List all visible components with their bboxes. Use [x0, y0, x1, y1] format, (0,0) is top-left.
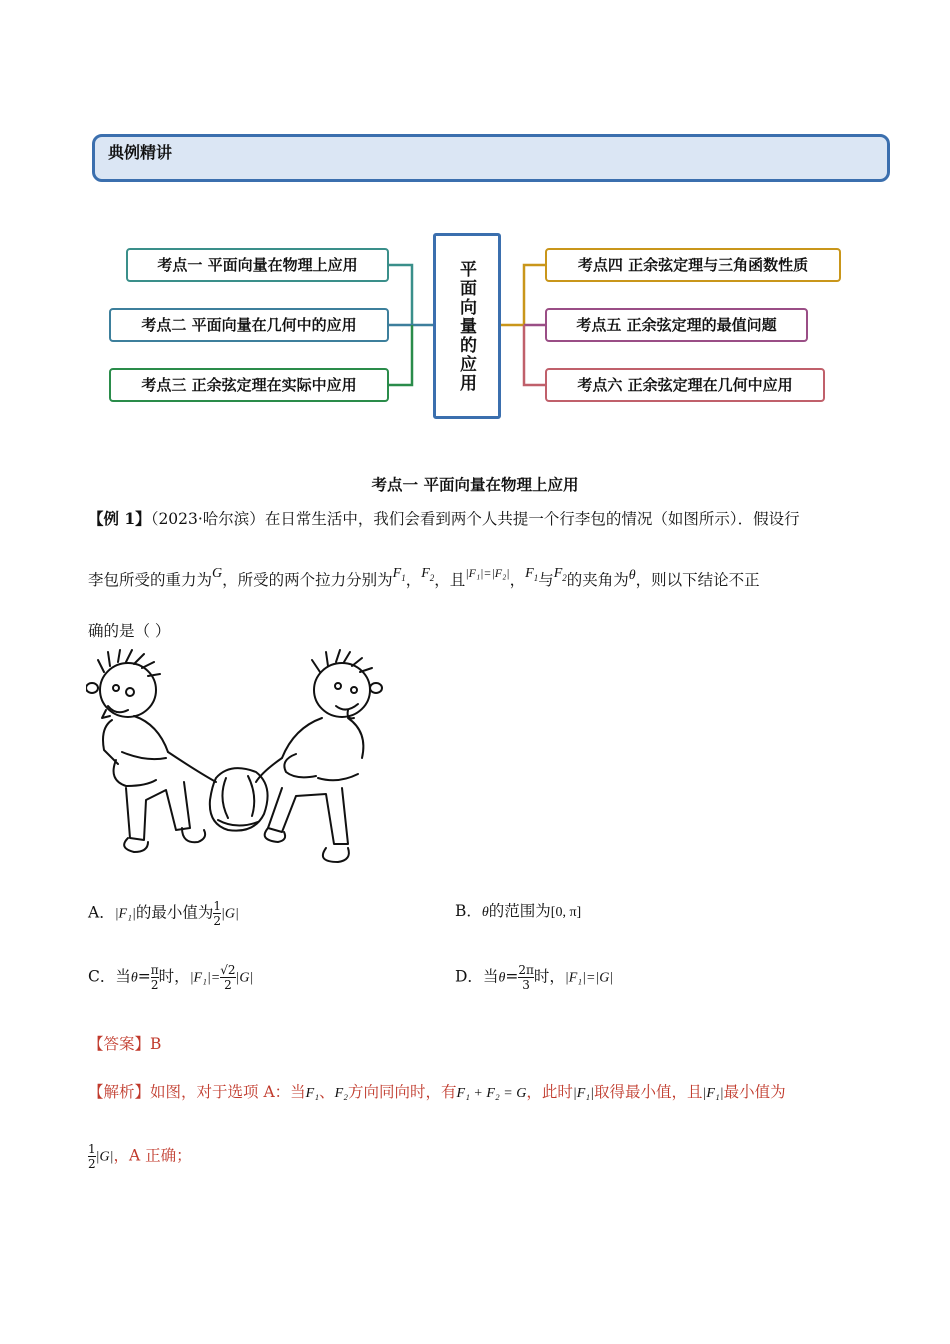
mindmap-center: 平面向量的应用: [433, 233, 501, 419]
option-c[interactable]: C．当θ= $\frac{\pi}{2}$ 时，|F₁|= $\frac{√2}{2}$ |G|: [88, 963, 254, 992]
banner-title: 典例精讲: [108, 143, 173, 162]
example-line-3: 确的是（ ）: [88, 622, 171, 640]
option-b[interactable]: B．θ的范围为[0, π]: [455, 902, 582, 920]
option-d[interactable]: D．当θ= $\frac{2\pi}{3}$ 时，|F₁|=|G|: [455, 963, 614, 992]
topic-4[interactable]: 考点四 正余弦定理与三角函数性质: [545, 248, 841, 282]
topic-2[interactable]: 考点二 平面向量在几何中的应用: [109, 308, 389, 342]
topic-5[interactable]: 考点五 正余弦定理的最值问题: [545, 308, 808, 342]
analysis-line-2: $\frac{1}{2}$ |G|，A 正确；: [88, 1142, 192, 1171]
example-text-1: 在日常生活中，我们会看到两个人共提一个行李包的情况（如图所示）．假设行: [264, 510, 800, 528]
analysis-label: 【解析】: [88, 1083, 151, 1101]
answer-label: 【答案】: [88, 1035, 151, 1053]
topic-6[interactable]: 考点六 正余弦定理在几何中应用: [545, 368, 825, 402]
example-label: 【例 1】: [88, 509, 151, 528]
section-title: 考点一 平面向量在物理上应用: [371, 475, 579, 494]
topic-3[interactable]: 考点三 正余弦定理在实际中应用: [109, 368, 389, 402]
option-a[interactable]: A．|F₁|的最小值为 $\frac{1}{2}$ |G|: [88, 899, 239, 928]
example-line-1: [88, 507, 800, 529]
example-source: （2023·哈尔滨）: [150, 510, 265, 528]
topic-1[interactable]: 考点一 平面向量在物理上应用: [126, 248, 389, 282]
answer-value: B: [150, 1035, 162, 1053]
example-line-2: 李包所受的重力为G，所受的两个拉力分别为$F_1$，$F_2$，且$^{|F_1|=|F_2|}$，$F_1$与$F_2$的夹角为θ，则以下结论不正: [88, 566, 760, 589]
analysis-line-1: 【解析】如图，对于选项 A：当F₁、F₂方向同向时，有F₁ + F₂ = G，此时|F₁|取得最小值，且|F₁|最小值为: [88, 1083, 786, 1101]
answer: [88, 1032, 161, 1054]
two-people-carrying-bag-illustration: [86, 648, 386, 876]
